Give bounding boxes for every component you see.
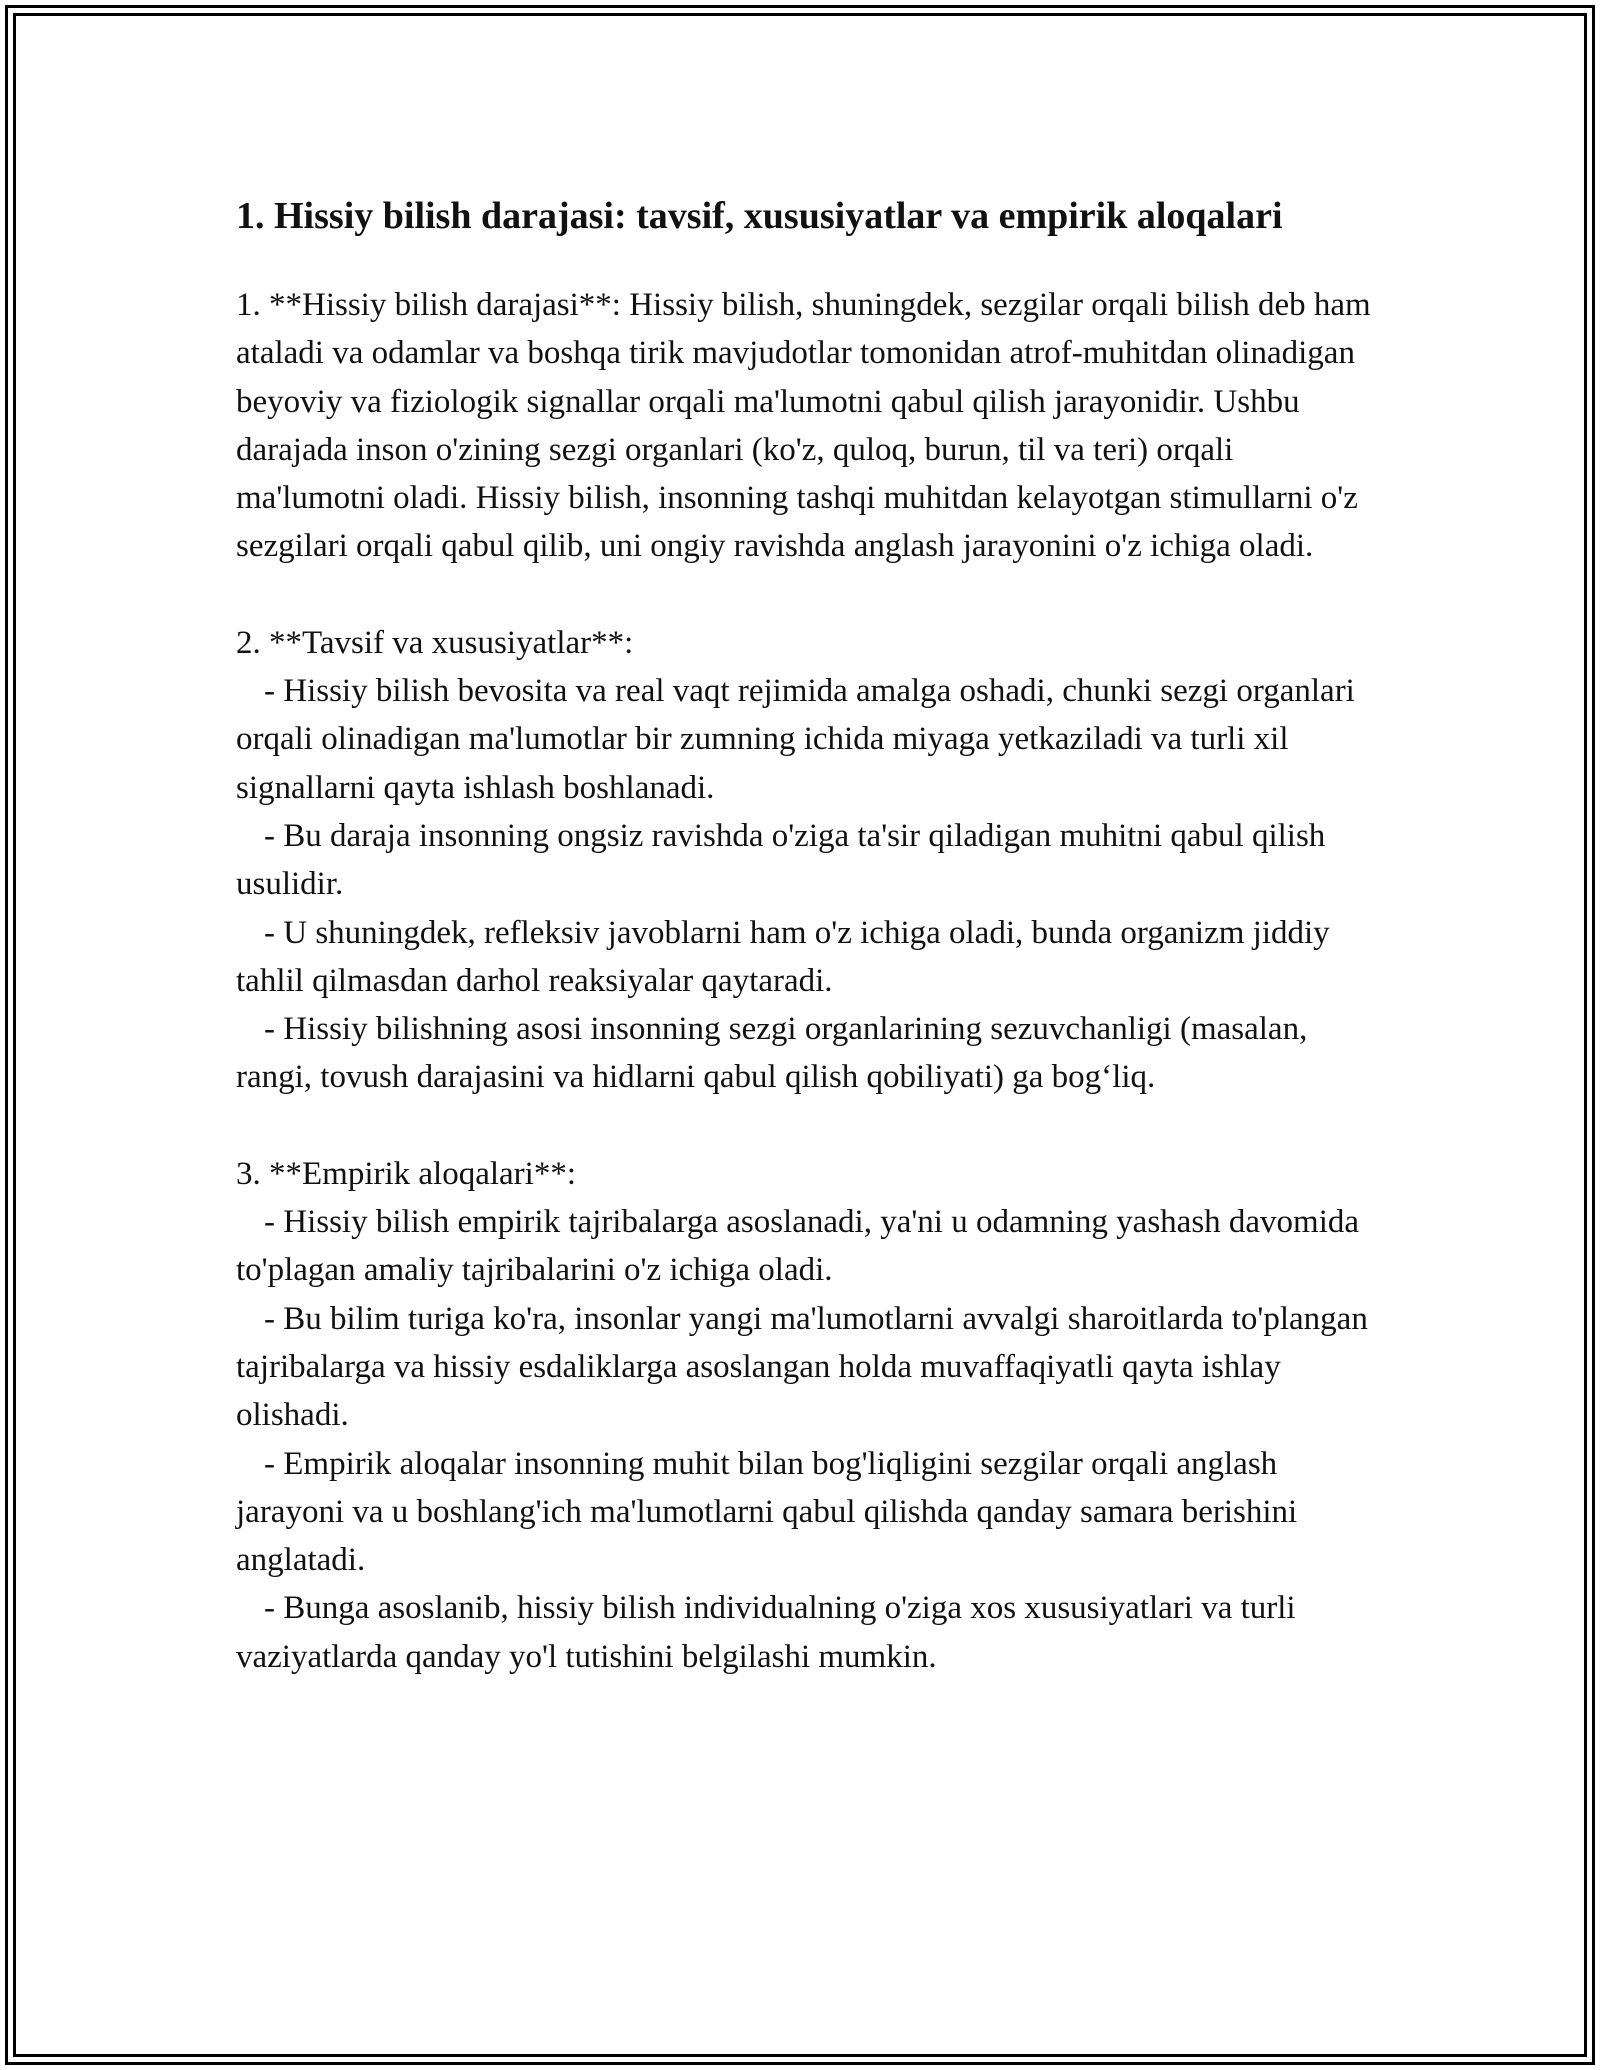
list-item: - Empirik aloqalar insonning muhit bilan bog'liqligini sezgilar orqali anglash jarayoni va u boshlang'ich ma'lumotlarni qabul qilishda qanday samara berishini anglatadi. — [236, 1445, 1306, 1579]
list-item: - Bunga asoslanib, hissiy bilish individualning o'ziga xos xususiyatlari va turli vaziyatlarda qanday yo'l tutishini belgilashi mumkin. — [236, 1590, 1304, 1675]
section-sensory-level — [236, 281, 1386, 571]
section-empirical — [236, 1150, 1386, 1681]
list-item: - Hissiy bilish empirik tajribalarga asoslanadi, ya'ni u odamning yashash davomida to'plagan amaliy tajribalarini o'z ichiga oladi. — [236, 1204, 1368, 1289]
section-paragraph: 1. **Hissiy bilish darajasi**: Hissiy bilish, shuningdek, sezgilar orqali bilish deb ham ataladi va odamlar va boshqa tirik mavjudotlar tomonidan atrof-muhitdan olinadigan beyoviy va fiziologik signallar orqali ma'lumotni qabul qilish jarayonidir. Ushbu darajada inson o'zining sezgi organlari (ko'z, quloq, burun, til va teri) orqali ma'lumotni oladi. Hissiy bilish, insonning tashqi muhitdan kelayotgan stimullarni o'z sezgilari orqali qabul qilib, uni ongiy ravishda anglash jarayonini o'z ichiga oladi. — [236, 287, 1379, 565]
list-item: - Hissiy bilishning asosi insonning sezgi organlarining sezuvchanligi (masalan, rangi, tovush darajasini va hidlarni qabul qilish qobiliyati) ga bog‘liq. — [236, 1011, 1316, 1096]
document-title: 1. Hissiy bilish darajasi: tavsif, xususiyatlar va empirik aloqalari — [236, 195, 1283, 237]
list-item: - Bu bilim turiga ko'ra, insonlar yangi ma'lumotlarni avvalgi sharoitlarda to'plangan tajribalarga va hissiy esdaliklarga asoslangan holda muvaffaqiyatli qayta ishlay olishadi. — [236, 1300, 1377, 1434]
list-item: - Bu daraja insonning ongsiz ravishda o'ziga ta'sir qiladigan muhitni qabul qilish usulidir. — [236, 817, 1334, 903]
list-item: - Hissiy bilish bevosita va real vaqt rejimida amalga oshadi, chunki sezgi organlari orqali olinadigan ma'lumotlar bir zumning ichida miyaga yetkaziladi va turli xil signallarni qayta ishlash boshlanadi. — [236, 673, 1364, 806]
section-heading: 2. **Tavsif va xususiyatlar**: — [236, 624, 634, 661]
section-heading: 3. **Empirik aloqalari**: — [236, 1155, 577, 1192]
section-description — [236, 619, 1386, 1102]
list-item: - U shuningdek, refleksiv javoblarni ham o'z ichiga oladi, bunda organizm jiddiy tahlil qilmasdan darhol reaksiyalar qaytaradi. — [236, 914, 1338, 999]
document-body — [236, 188, 1386, 1681]
